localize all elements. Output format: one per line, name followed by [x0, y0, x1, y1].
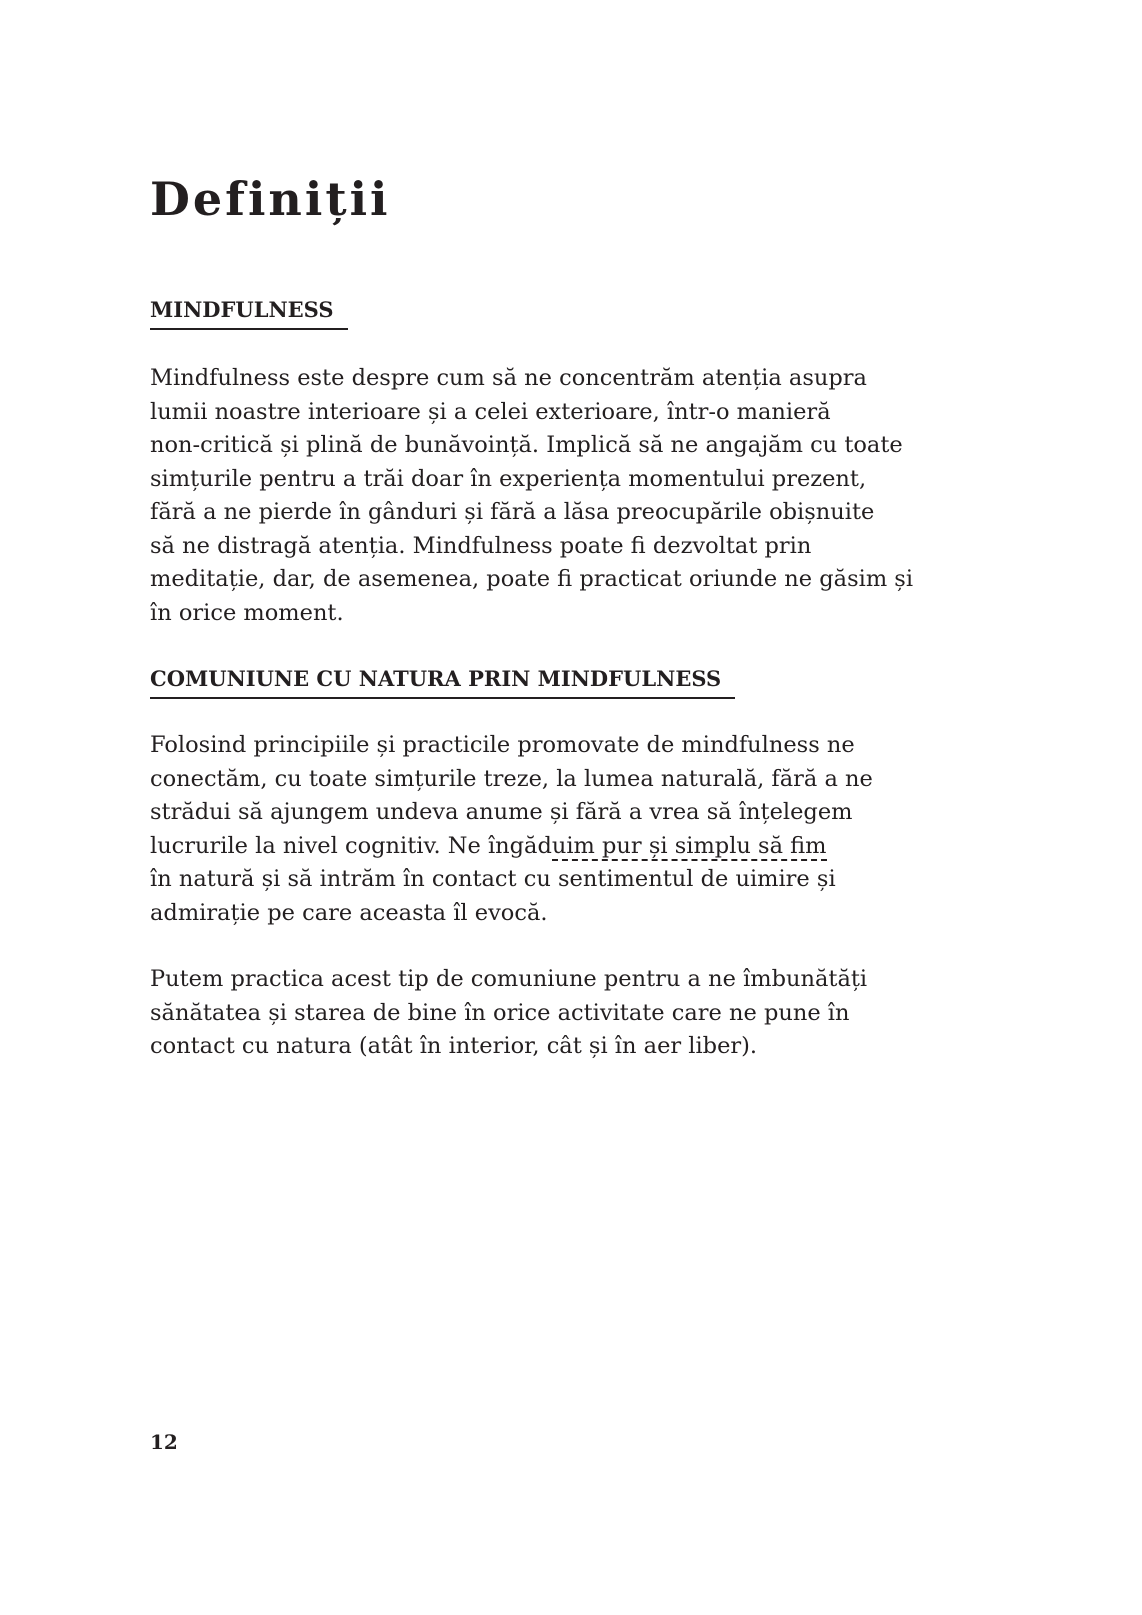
section-heading-nature-communion: COMUNIUNE CU NATURA PRIN MINDFULNESS [150, 666, 735, 699]
text-line: Folosind principiile și practicile promovate de mindfulness ne [150, 732, 855, 758]
text-line: Putem practica acest tip de comuniune pentru a ne îmbunătăți [150, 966, 868, 992]
text-line: meditație, dar, de asemenea, poate fi practicat oriunde ne găsim și [150, 566, 914, 592]
paragraph-mindfulness-definition [150, 362, 1000, 630]
text-fragment: lucrurile la nivel cognitiv. Ne îngăd [150, 832, 552, 859]
section-heading-mindfulness: MINDFULNESS [150, 297, 348, 330]
paragraph-practice [150, 963, 1000, 1064]
paragraph-nature-communion-definition [150, 729, 1000, 930]
text-line: în natură și să intrăm în contact cu sentimentul de uimire și [150, 866, 836, 892]
page-title: Definiții [150, 172, 391, 226]
text-line: admirație pe care aceasta îl evocă. [150, 899, 548, 926]
text-line: să ne distragă atenția. Mindfulness poate fi dezvoltat prin [150, 532, 812, 559]
text-line-with-dashed-underline [150, 830, 1000, 864]
page-number: 12 [150, 1430, 178, 1454]
text-line: contact cu natura (atât în interior, cât și în aer liber). [150, 1033, 758, 1059]
text-line: în orice moment. [150, 599, 344, 626]
text-line: non-critică și plină de bunăvoință. Implică să ne angajăm cu toate [150, 432, 903, 458]
text-line: strădui să ajungem undeva anume și fără a vrea să înțelegem [150, 799, 853, 825]
text-line: lumii noastre interioare și a celei exterioare, într-o manieră [150, 398, 831, 425]
text-line: conectăm, cu toate simțurile treze, la lumea naturală, fără a ne [150, 765, 873, 792]
text-line: fără a ne pierde în gânduri și fără a lăsa preocupările obișnuite [150, 499, 875, 525]
text-line: simțurile pentru a trăi doar în experiența momentului prezent, [150, 465, 867, 492]
text-line: Mindfulness este despre cum să ne concentrăm atenția asupra [150, 365, 867, 391]
dashed-underlined-phrase: uim pur și simplu să fim [551, 832, 827, 859]
text-line: sănătatea și starea de bine în orice activitate care ne pune în [150, 999, 850, 1026]
